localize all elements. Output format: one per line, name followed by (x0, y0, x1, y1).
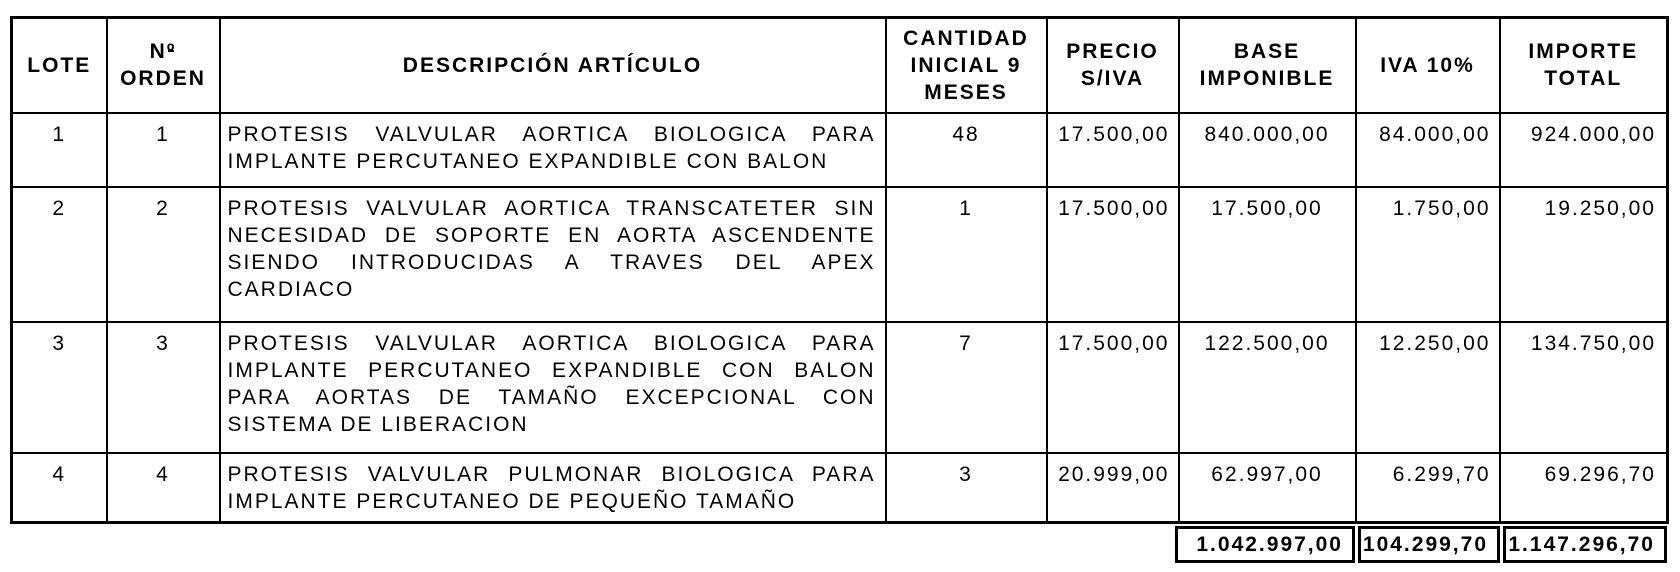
header-precio-label: PRECIO S/IVA (1066, 40, 1159, 91)
table-row-lot-3 (12, 322, 1668, 453)
ordinal-indicator: º (166, 40, 177, 64)
table-row-lot-2 (12, 187, 1668, 322)
header-descripcion-label: DESCRIPCIÓN ARTÍCULO (402, 53, 703, 77)
header-row (12, 18, 1668, 113)
cell-descripcion: PROTESIS VALVULAR PULMONAR BIOLOGICA PARA IMPLANTE PERCUTANEO DE PEQUEÑO TAMAÑO (220, 453, 886, 523)
total-importe: 1.147.296,70 (1503, 526, 1667, 563)
cell-orden: 3 (107, 322, 220, 453)
cell-precio: 17.500,00 (1047, 113, 1179, 187)
header-lote-label: LOTE (27, 53, 92, 77)
table-row-lot-4 (12, 453, 1668, 523)
cell-precio: 17.500,00 (1047, 322, 1179, 453)
cell-lote: 2 (12, 187, 107, 322)
header-importe-total (1500, 18, 1668, 113)
cell-orden: 2 (107, 187, 220, 322)
cell-descripcion: PROTESIS VALVULAR AORTICA BIOLOGICA PARA IMPLANTE PERCUTANEO EXPANDIBLE CON BALON (220, 113, 886, 187)
header-num-orden-line1 (110, 38, 217, 65)
cell-orden: 1 (107, 113, 220, 187)
cell-lote: 1 (12, 113, 107, 187)
cell-importe: 924.000,00 (1500, 113, 1668, 187)
header-num-orden-line2: ORDEN (120, 67, 206, 91)
cell-importe: 19.250,00 (1500, 187, 1668, 322)
procurement-lots-table (10, 16, 1669, 524)
cell-base: 122.500,00 (1179, 322, 1356, 453)
header-descripcion (220, 18, 886, 113)
total-base-imponible: 1.042.997,00 (1175, 526, 1355, 563)
cell-importe: 134.750,00 (1500, 322, 1668, 453)
table-row-lot-1 (12, 113, 1668, 187)
cell-lote: 3 (12, 322, 107, 453)
header-base-imponible (1179, 18, 1356, 113)
cell-orden: 4 (107, 453, 220, 523)
cell-lote: 4 (12, 453, 107, 523)
orden-n: N (149, 40, 167, 64)
header-base-imponible-label: BASE IMPONIBLE (1199, 40, 1335, 91)
header-iva-label: IVA 10% (1380, 53, 1475, 77)
cell-iva: 6.299,70 (1356, 453, 1500, 523)
cell-cantidad: 1 (886, 187, 1047, 322)
header-cantidad (886, 18, 1047, 113)
cell-cantidad: 3 (886, 453, 1047, 523)
header-num-orden (107, 18, 220, 113)
cell-cantidad: 48 (886, 113, 1047, 187)
header-iva (1356, 18, 1500, 113)
cell-base: 17.500,00 (1179, 187, 1356, 322)
cell-precio: 17.500,00 (1047, 187, 1179, 322)
header-precio (1047, 18, 1179, 113)
header-cantidad-label: CANTIDAD INICIAL 9 MESES (903, 26, 1029, 104)
cell-importe: 69.296,70 (1500, 453, 1668, 523)
header-importe-total-label: IMPORTE TOTAL (1528, 40, 1639, 91)
cell-descripcion: PROTESIS VALVULAR AORTICA TRANSCATETER SIN NECESIDAD DE SOPORTE EN AORTA ASCENDENTE SIENDO INTRODUCIDAS A TRAVES DEL APEX CARDIACO (220, 187, 886, 322)
cell-base: 840.000,00 (1179, 113, 1356, 187)
cell-iva: 12.250,00 (1356, 322, 1500, 453)
totals-row (1175, 526, 1667, 563)
cell-iva: 84.000,00 (1356, 113, 1500, 187)
cell-iva: 1.750,00 (1356, 187, 1500, 322)
cell-cantidad: 7 (886, 322, 1047, 453)
cell-base: 62.997,00 (1179, 453, 1356, 523)
total-iva: 104.299,70 (1358, 526, 1500, 563)
cell-precio: 20.999,00 (1047, 453, 1179, 523)
cell-descripcion: PROTESIS VALVULAR AORTICA BIOLOGICA PARA IMPLANTE PERCUTANEO EXPANDIBLE CON BALON PARA AORTAS DE TAMAÑO EXCEPCIONAL CON SISTEMA DE LIBERACION (220, 322, 886, 453)
header-lote (12, 18, 107, 113)
